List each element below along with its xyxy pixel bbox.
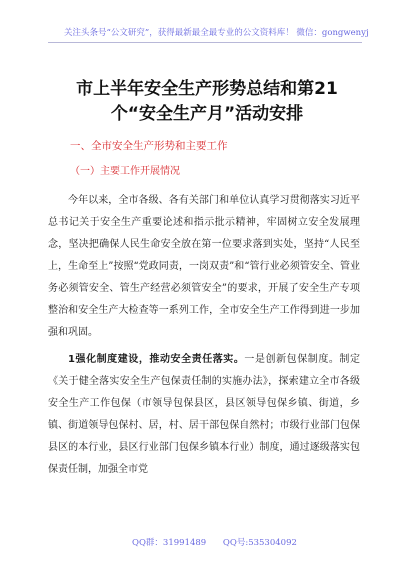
paragraph-lead-bold: 1强化制度建设，推动安全责任落实。: [68, 354, 245, 365]
section-heading: 一、全市安全生产形势和主要工作: [70, 140, 228, 152]
footer-contact: [132, 538, 297, 549]
header-divider: [48, 42, 362, 43]
subsection-heading: （一）主要工作开展情况: [70, 166, 180, 177]
footer-qq-number: QQ号:535304092: [222, 538, 297, 548]
body-paragraph-1: 今年以来，全市各级、各有关部门和单位认真学习贯彻落实习近平总书记关于安全生产重要论述和指示批示精神，牢固树立安全发展理念，坚决把确保人民生命安全放在第一位要求落到实处，坚持“人民至上，生命至上”按照“党政同责，一岗双责”和“管行业必须管安全、管业务必须管安全、管生产经营必须管安全”的要求，开展了安全生产专项整治和安全生产大检查等一系列工作，全市安全生产工作得到进一步加强和巩固。: [48, 195, 360, 338]
footer-qq-group: QQ群：31991489: [132, 538, 207, 548]
header-banner: 关注头条号“公文研究”，获得最新最全最专业的公文资料库！ 微信：gongwenyj: [64, 28, 369, 38]
body-paragraph-2: [48, 349, 360, 481]
paragraph-body-text: 一是创新包保制度。制定《关于健全落实安全生产包保责任制的实施办法》，探索建立全市各级安全生产工作包保（市领导包保县区，县区领导包保乡镇、街道，乡镇、街道领导包保村、居，村、居干部包保自然村；市级行业部门包保县区的本行业，县区行业部门包保乡镇本行业）制度，通过逐级落实包保责任制，加强全市党: [48, 354, 360, 475]
document-title: 市上半年安全生产形势总结和第21个“安全生产月”活动安排: [76, 79, 338, 124]
